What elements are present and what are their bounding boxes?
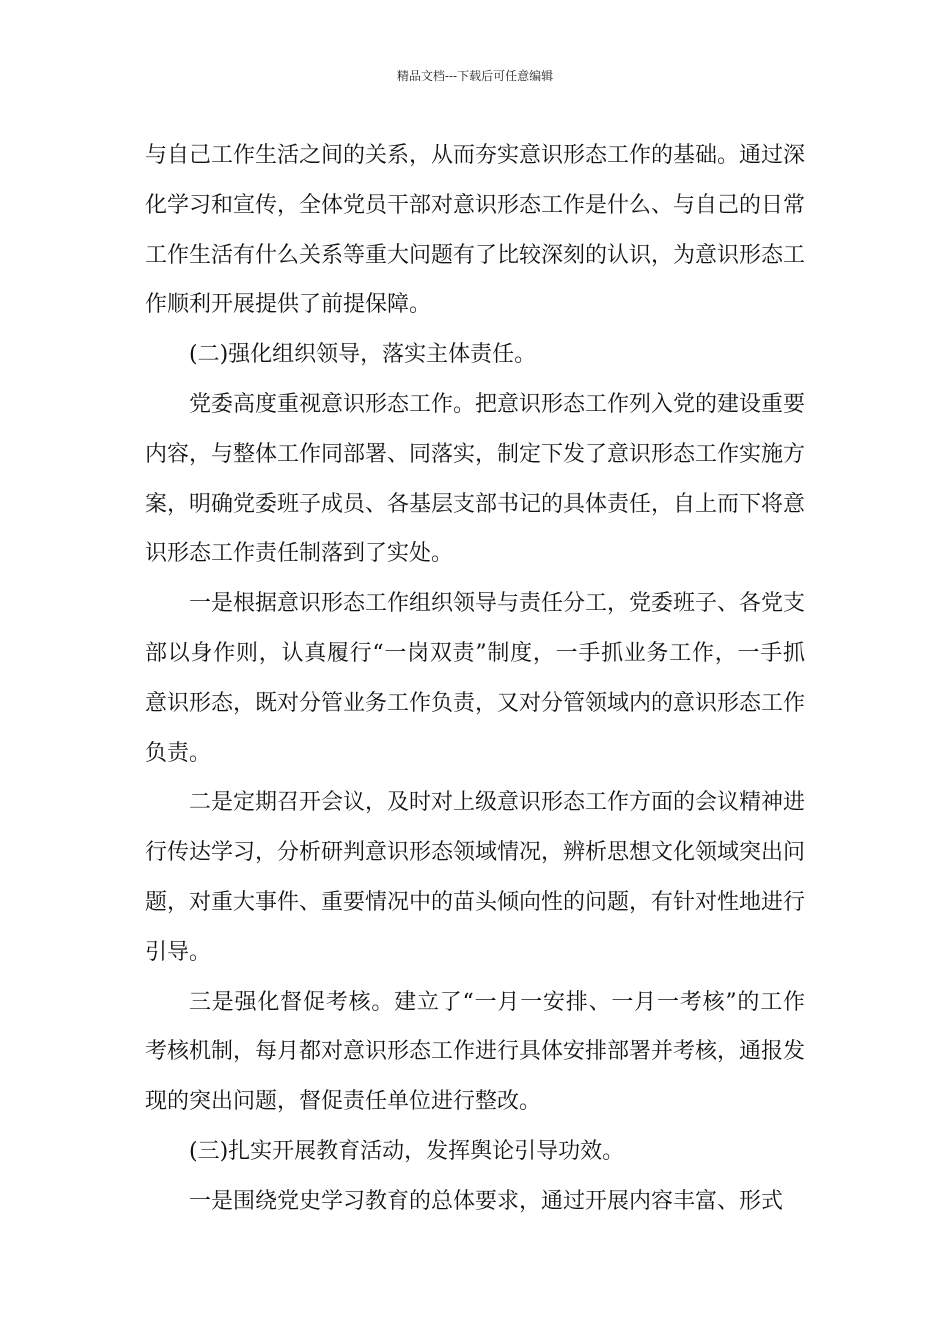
paragraph: 一是根据意识形态工作组织领导与责任分工，党委班子、各党支部以身作则，认真履行“一岗双责”制度，一手抓业务工作，一手抓意识形态，既对分管业务工作负责，又对分管领域内的意识形态工作负责。 [145,591,806,766]
paragraph-continuation: 与自己工作生活之间的关系，从而夯实意识形态工作的基础。通过深化学习和宣传，全体党员干部对意识形态工作是什么、与自己的日常工作生活有什么关系等重大问题有了比较深刻的认识，为意识形态工作顺利开展提供了前提保障。 [145,143,806,318]
paragraph: 一是围绕党史学习教育的总体要求，通过开展内容丰富、形式 [189,1188,784,1214]
paragraph: 党委高度重视意识形态工作。把意识形态工作列入党的建设重要内容，与整体工作同部署、同落实，制定下发了意识形态工作实施方案，明确党委班子成员、各基层支部书记的具体责任，自上而下将意识形态工作责任制落到了实处。 [145,391,806,567]
paragraph: 三是强化督促考核。建立了“一月一安排、一月一考核”的工作考核机制，每月都对意识形态工作进行具体安排部署并考核，通报发现的突出问题，督促责任单位进行整改。 [145,989,806,1115]
page-header: 精品文档---下载后可任意编辑 [396,69,554,83]
document-body [145,131,805,1227]
section-heading-3: (三)扎实开展教育活动，发挥舆论引导功效。 [189,1138,625,1164]
section-heading-2: (二)强化组织领导，落实主体责任。 [189,342,537,368]
paragraph: 二是定期召开会议，及时对上级意识形态工作方面的会议精神进行传达学习，分析研判意识形态领域情况，辨析思想文化领域突出问题，对重大事件、重要情况中的苗头倾向性的问题，有针对性地进行引导。 [145,790,806,965]
